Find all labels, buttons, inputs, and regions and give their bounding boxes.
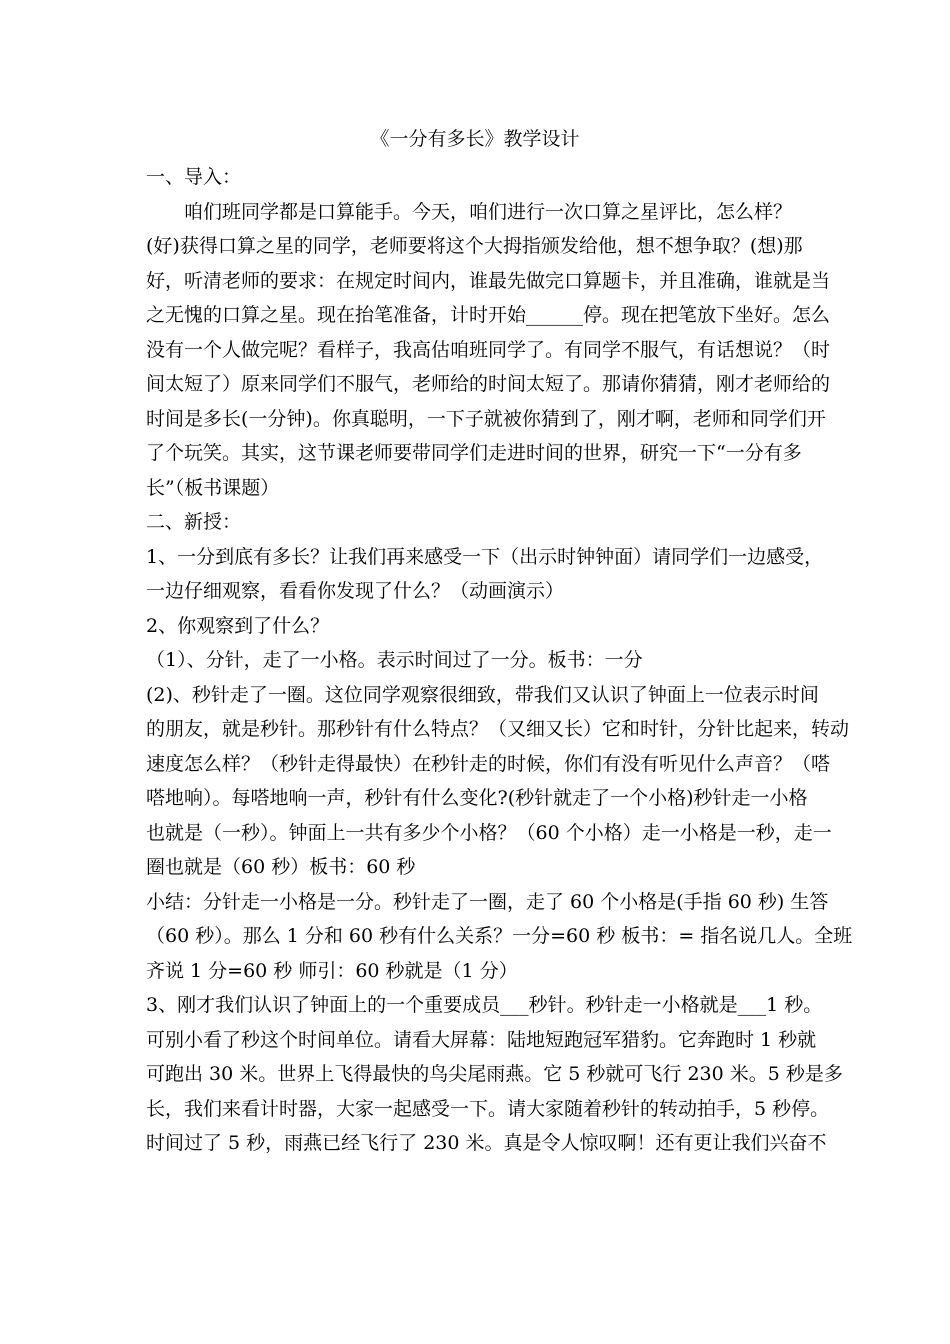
paragraph-line: (好)获得口算之星的同学，老师要将这个大拇指颁发给他，想不想争取？(想)那 — [146, 235, 803, 257]
paragraph-line: 好，听清老师的要求：在规定时间内，谁最先做完口算题卡，并且准确，谁就是当 — [146, 269, 831, 292]
paragraph-line: 间太短了）原来同学们不服气，老师给的时间太短了。那请你猜猜，刚才老师给的 — [146, 373, 831, 395]
paragraph-line: 圈也就是（60 秒）板书：60 秒 — [146, 856, 416, 878]
paragraph-line: 长，我们来看计时器，大家一起感受一下。请大家随着秒针的转动拍手，5 秒停。 — [146, 1097, 830, 1120]
paragraph-line: 长”（板书课题） — [146, 476, 280, 499]
document-body — [146, 160, 853, 1161]
paragraph-line: 可别小看了秒这个时间单位。请看大屏幕：陆地短跑冠军猎豹。它奔跑时 1 秒就 — [146, 1028, 817, 1051]
paragraph-line: （1）、分针，走了一小格。表示时间过了一分。板书：一分 — [146, 649, 643, 671]
paragraph-line: 速度怎么样？（秒针走得最快）在秒针走的时候，你们有没有听见什么声音？（嗒 — [146, 752, 831, 775]
paragraph-line: (2)、秒针走了一圈。这位同学观察很细致，带我们又认识了钟面上一位表示时间 — [146, 683, 819, 706]
paragraph-line: 3、刚才我们认识了钟面上的一个重要成员___秒针。秒针走一小格就是___1 秒。 — [146, 994, 823, 1016]
paragraph-line: 时间是多长(一分钟)。你真聪明，一下子就被你猜到了，刚才啊，老师和同学们开 — [146, 407, 826, 430]
section-heading-intro: 一、导入： — [146, 166, 242, 188]
section-heading-new: 二、新授： — [146, 511, 242, 533]
paragraph-line: 也就是（一秒）。钟面上一共有多少个小格？（60 个小格）走一小格是一秒，走一 — [146, 821, 832, 844]
paragraph-line: 时间过了 5 秒，雨燕已经飞行了 230 米。真是令人惊叹啊！还有更让我们兴奋不 — [146, 1132, 827, 1154]
paragraph-line: 1、一分到底有多长？让我们再来感受一下（出示时钟钟面）请同学们一边感受， — [146, 545, 824, 568]
paragraph-line: 的朋友，就是秒针。那秒针有什么特点？（又细又长）它和时针，分针比起来，转动 — [146, 718, 850, 740]
paragraph-line: 一边仔细观察，看看你发现了什么？（动画演示） — [146, 580, 565, 602]
paragraph-line: 之无愧的口算之星。现在抬笔准备，计时开始______停。现在把笔放下坐好。怎么 — [146, 304, 831, 326]
paragraph-line: 齐说 1 分=60 秒 师引：60 秒就是（1 分） — [146, 959, 518, 982]
paragraph-line: （60 秒）。那么 1 分和 60 秒有什么关系？一分=60 秒 板书：= 指名说几人。全班 — [146, 925, 853, 947]
document-title: 《一分有多长》教学设计 — [370, 128, 580, 150]
paragraph-line: 2、你观察到了什么？ — [146, 614, 330, 637]
paragraph-line: 小结：分针走一小格是一分。秒针走了一圈，走了 60 个小格是(手指 60 秒) 生答 — [146, 890, 829, 913]
paragraph-line: 嗒地响）。每嗒地响一声，秒针有什么变化?(秒针就走了一个小格)秒针走一小格 — [146, 787, 808, 809]
paragraph-line: 了个玩笑。其实，这节课老师要带同学们走进时间的世界，研究一下“一分有多 — [146, 442, 802, 464]
paragraph-line: 没有一个人做完呢？看样子，我高估咱班同学了。有同学不服气，有话想说？（时 — [146, 338, 831, 361]
paragraph-line: 可跑出 30 米。世界上飞得最快的鸟尖尾雨燕。它 5 秒就可飞行 230 米。5 秒是多 — [146, 1063, 843, 1085]
paragraph-line: 咱们班同学都是口算能手。今天，咱们进行一次口算之星评比，怎么样？ — [184, 200, 793, 223]
